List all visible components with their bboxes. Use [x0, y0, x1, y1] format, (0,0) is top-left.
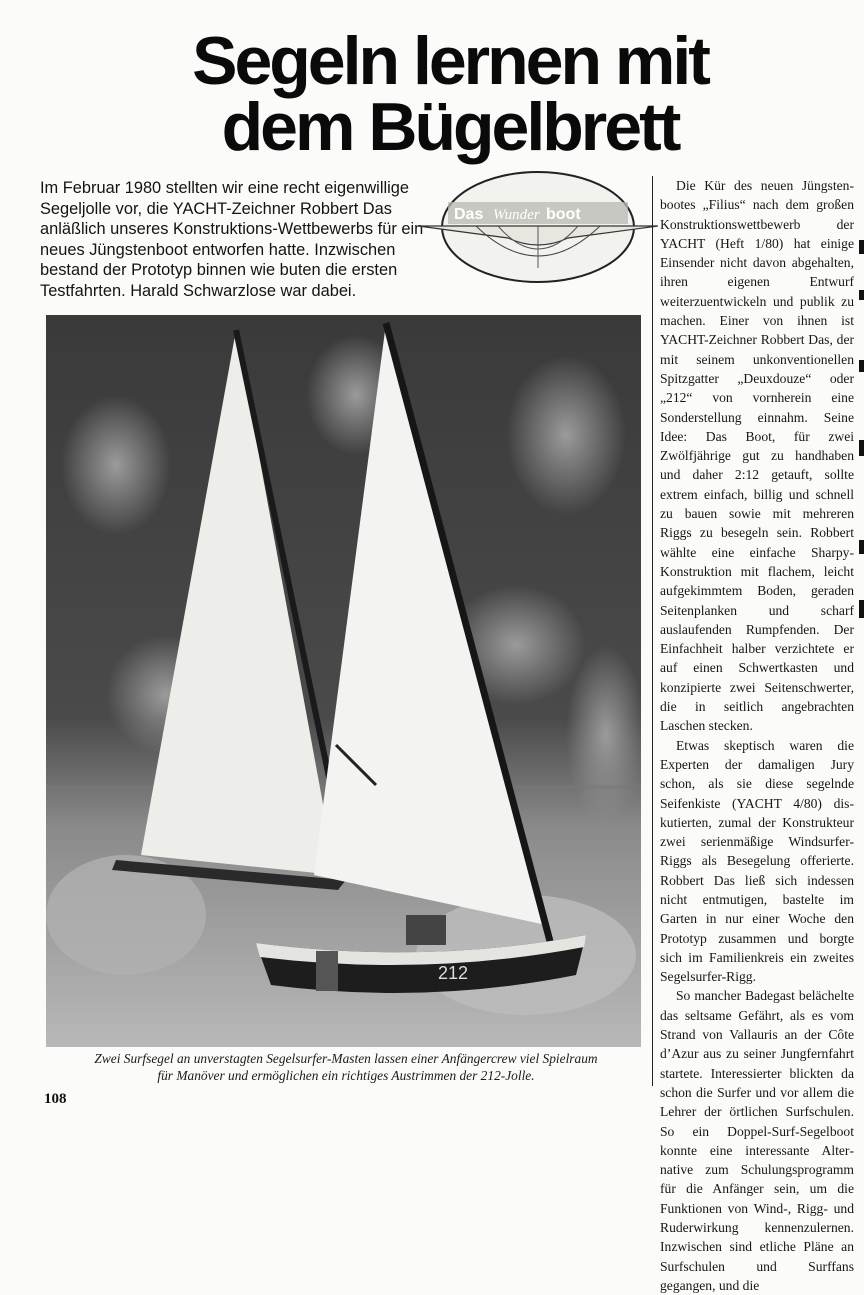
article-body	[660, 176, 854, 1295]
lead-paragraph: Im Februar 1980 stellten wir eine recht eigenwillige Segeljolle vor, die YACHT-Zeichner Robbert Das anläßlich unseres Konstruktions-Wettbewerbs für ein neues Jüngstenboot entworfen hatte. Inzwischen bestand der Prototyp binnen wie buten die ersten Testfahrten. Harald Schwarzlose war dabei.	[40, 179, 424, 300]
body-paragraph-3: So mancher Badegast belächelte das seltsame Gefährt, als es vom Strand von Vallauris an der Côte d’Azur aus zu seiner Jungfernfahrt startete. Interessierter blickten da schon die Surfer und vor allem die Lehrer der örtlichen Surfschulen. So ein Doppel-Surf-Segelboot konnte eine interessante Alternative zum Schulungsprogramm für die Anfänger sein, um die Funktionen von Wind-, Rigg- und Ruderwirkung kennenzulernen. Inzwischen sind etliche Pläne an Surfschulen und Surffans gegangen, und die	[660, 988, 854, 1293]
body-paragraph-2: Etwas skeptisch waren die Experten der damaligen Jury schon, als sie diese segelnde Seifenkiste (YACHT 4/80) diskutierten, zumal der Konstrukteur zwei serienmäßige Windsurfer-Riggs als Besegelung offerierte. Robbert Das ließ sich indessen nicht entmutigen, bastelte im Garten in nur einer Woche den Prototyp zusammen und borgte sich im Familienkreis ein zweites Segelsurfer-Rigg.	[660, 737, 854, 985]
logo-word-3: boot	[546, 206, 581, 223]
headline-line-2: dem Bügelbrett	[221, 89, 679, 165]
headline	[130, 23, 770, 165]
column-divider	[652, 176, 653, 1086]
sailboat-photo-image	[46, 315, 641, 1047]
photo-caption	[56, 1050, 636, 1084]
wunderboot-logo	[418, 168, 658, 286]
headline-line-1: Segeln lernen mit	[192, 23, 708, 99]
logo-word-2: Wunder	[493, 207, 540, 223]
caption-line-1: Zwei Surfsegel an unverstagten Segelsurfer-Masten lassen einer Anfängercrew viel Spielraum	[94, 1051, 598, 1066]
page-number: 108	[44, 1091, 67, 1107]
hull-sail-number: 212	[438, 963, 469, 983]
sailboat-photo	[46, 315, 641, 1047]
page-edge-marks	[856, 180, 864, 640]
logo-word-1: Das	[454, 206, 484, 223]
caption-line-2: für Manöver und ermöglichen ein richtiges Austrimmen der 212-Jolle.	[157, 1068, 535, 1083]
body-paragraph-1: Die Kür des neuen Jüngstenbootes „Filius“ nach dem großen Konstruktionswettbewerb der YACHT (Heft 1/80) hat einige Einsender nicht davon abgehalten, ihren eigenen Entwurf weiterzuentwickeln und publik zu machen. Einer von ihnen ist YACHT-Zeichner Robbert Das, der mit seinem unkonventionellen Spitzgatter „Deuxdouze“ oder „212“ von vornherein eine Sonderstellung einnahm. Seine Idee: Das Boot, für zwei Zwölfjährige gut zu handhaben und daher 2:12 getauft, sollte extrem einfach, billig und schnell zu bauen sowie mit mehreren Riggs zu besegeln sein. Robbert wählte eine einfache Sharpy-Konstruktion mit flachem, leicht aufgekimmtem Boden, geraden Seitenplanken und scharf auslaufenden Rumpfenden. Der Einfachheit halber verzichtete er auf einen Schwertkasten und konzipierte zwei Seitenschwerter, die in seitlich angebrachten Laschen stecken.	[660, 178, 854, 734]
